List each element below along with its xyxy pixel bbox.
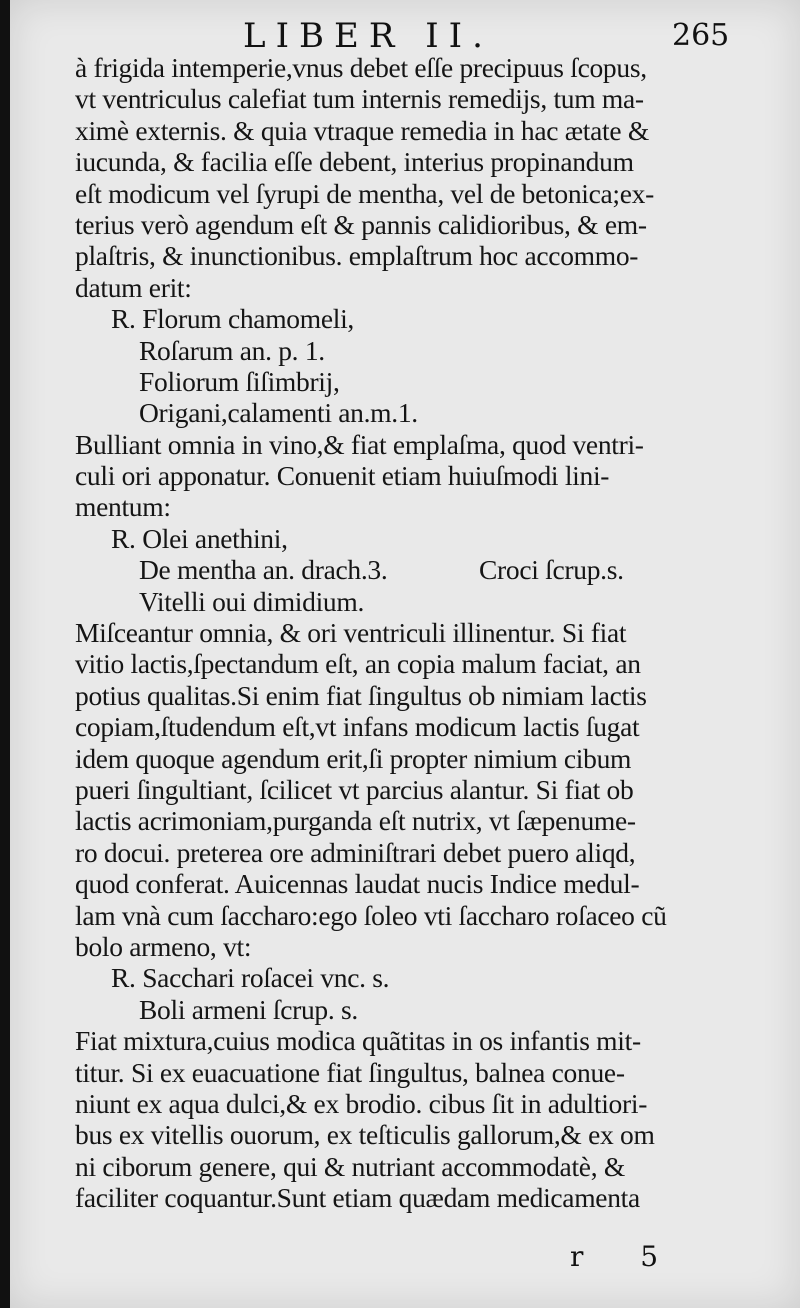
recipe-head: R. Sacchari roſacei vnc. s. <box>111 962 390 994</box>
text-line: idem quoque agendum erit,ſi propter nimium cibum <box>75 742 632 774</box>
signature-mark: r 5 <box>570 1240 683 1273</box>
text-line: bus ex vitellis ouorum, ex teſticulis gallorum,& ex om <box>75 1119 655 1151</box>
text-line: eſt modicum vel ſyrupi de mentha, vel de betonica;ex- <box>75 177 654 209</box>
text-line: iucunda, & facilia eſſe debent, interius propinandum <box>75 146 634 178</box>
recipe-item: Foliorum ſiſimbrij, <box>139 365 340 397</box>
text-line: potius qualitas.Si enim fiat ſingultus ob nimiam lactis <box>75 679 647 711</box>
recipe-item: Croci ſcrup.s. <box>479 554 624 586</box>
book-page <box>10 0 800 1308</box>
body-text <box>75 52 755 1213</box>
page-number: 265 <box>672 18 730 53</box>
text-line: bolo armeno, vt: <box>75 930 252 962</box>
text-line: plaſtris, & inunctionibus. emplaſtrum hoc accommo- <box>75 240 639 272</box>
text-line: faciliter coquantur.Sunt etiam quædam medicamenta <box>75 1182 640 1214</box>
text-line: copiam,ſtudendum eſt,vt infans modicum lactis ſugat <box>75 711 640 743</box>
page-header <box>10 10 800 56</box>
text-line: lactis acrimoniam,purganda eſt nutrix, vt ſæpenume- <box>75 805 636 837</box>
recipe-row <box>75 554 755 585</box>
text-line: datum erit: <box>75 271 192 303</box>
text-line: vt ventriculus calefiat tum internis remedijs, tum ma- <box>75 83 644 115</box>
recipe-item: Vitelli oui dimidium. <box>139 585 365 617</box>
text-line: culi ori apponatur. Conuenit etiam huiuſmodi lini- <box>75 460 610 492</box>
text-line: pueri ſingultiant, ſcilicet vt parcius alantur. Si fiat ob <box>75 773 634 805</box>
text-line: lam vnà cum ſaccharo:ego ſoleo vti ſaccharo roſaceo cũ <box>75 899 667 931</box>
recipe-item: Boli armeni ſcrup. s. <box>139 993 359 1025</box>
recipe-head: R. Florum chamomeli, <box>111 303 355 335</box>
text-line: terius verò agendum eſt & pannis calidioribus, & em- <box>75 208 647 240</box>
text-line: vitio lactis,ſpectandum eſt, an copia malum faciat, an <box>75 648 641 680</box>
running-head: LIBER II. <box>243 16 493 56</box>
recipe-item: De mentha an. drach.3. <box>139 554 388 586</box>
text-line: Miſceantur omnia, & ori ventriculi illinentur. Si fiat <box>75 617 627 649</box>
text-line: ximè externis. & quia vtraque remedia in hac ætate & <box>75 114 649 146</box>
recipe-item: Roſarum an. p. 1. <box>139 334 325 366</box>
recipe-head: R. Olei anethini, <box>111 522 288 554</box>
text-line: Fiat mixtura,cuius modica quãtitas in os infantis mit- <box>75 1025 641 1057</box>
text-line: ni ciborum genere, qui & nutriant accommodatè, & <box>75 1150 625 1182</box>
page-footer <box>10 1240 800 1280</box>
text-line: ro docui. preterea ore adminiſtrari debet puero aliqd, <box>75 836 636 868</box>
text-line: titur. Si ex euacuatione fiat ſingultus, balnea conue- <box>75 1056 625 1088</box>
text-line: quod conferat. Auicennas laudat nucis Indice medul- <box>75 868 640 900</box>
recipe-item: Origani,calamenti an.m.1. <box>139 397 418 429</box>
text-line: à frigida intemperie,vnus debet eſſe precipuus ſcopus, <box>75 52 647 83</box>
left-page-edge <box>0 0 10 1308</box>
text-line: niunt ex aqua dulci,& ex brodio. cibus ſit in adultiori- <box>75 1087 648 1119</box>
text-line: Bulliant omnia in vino,& fiat emplaſma, quod ventri- <box>75 428 644 460</box>
text-line: mentum: <box>75 491 171 523</box>
